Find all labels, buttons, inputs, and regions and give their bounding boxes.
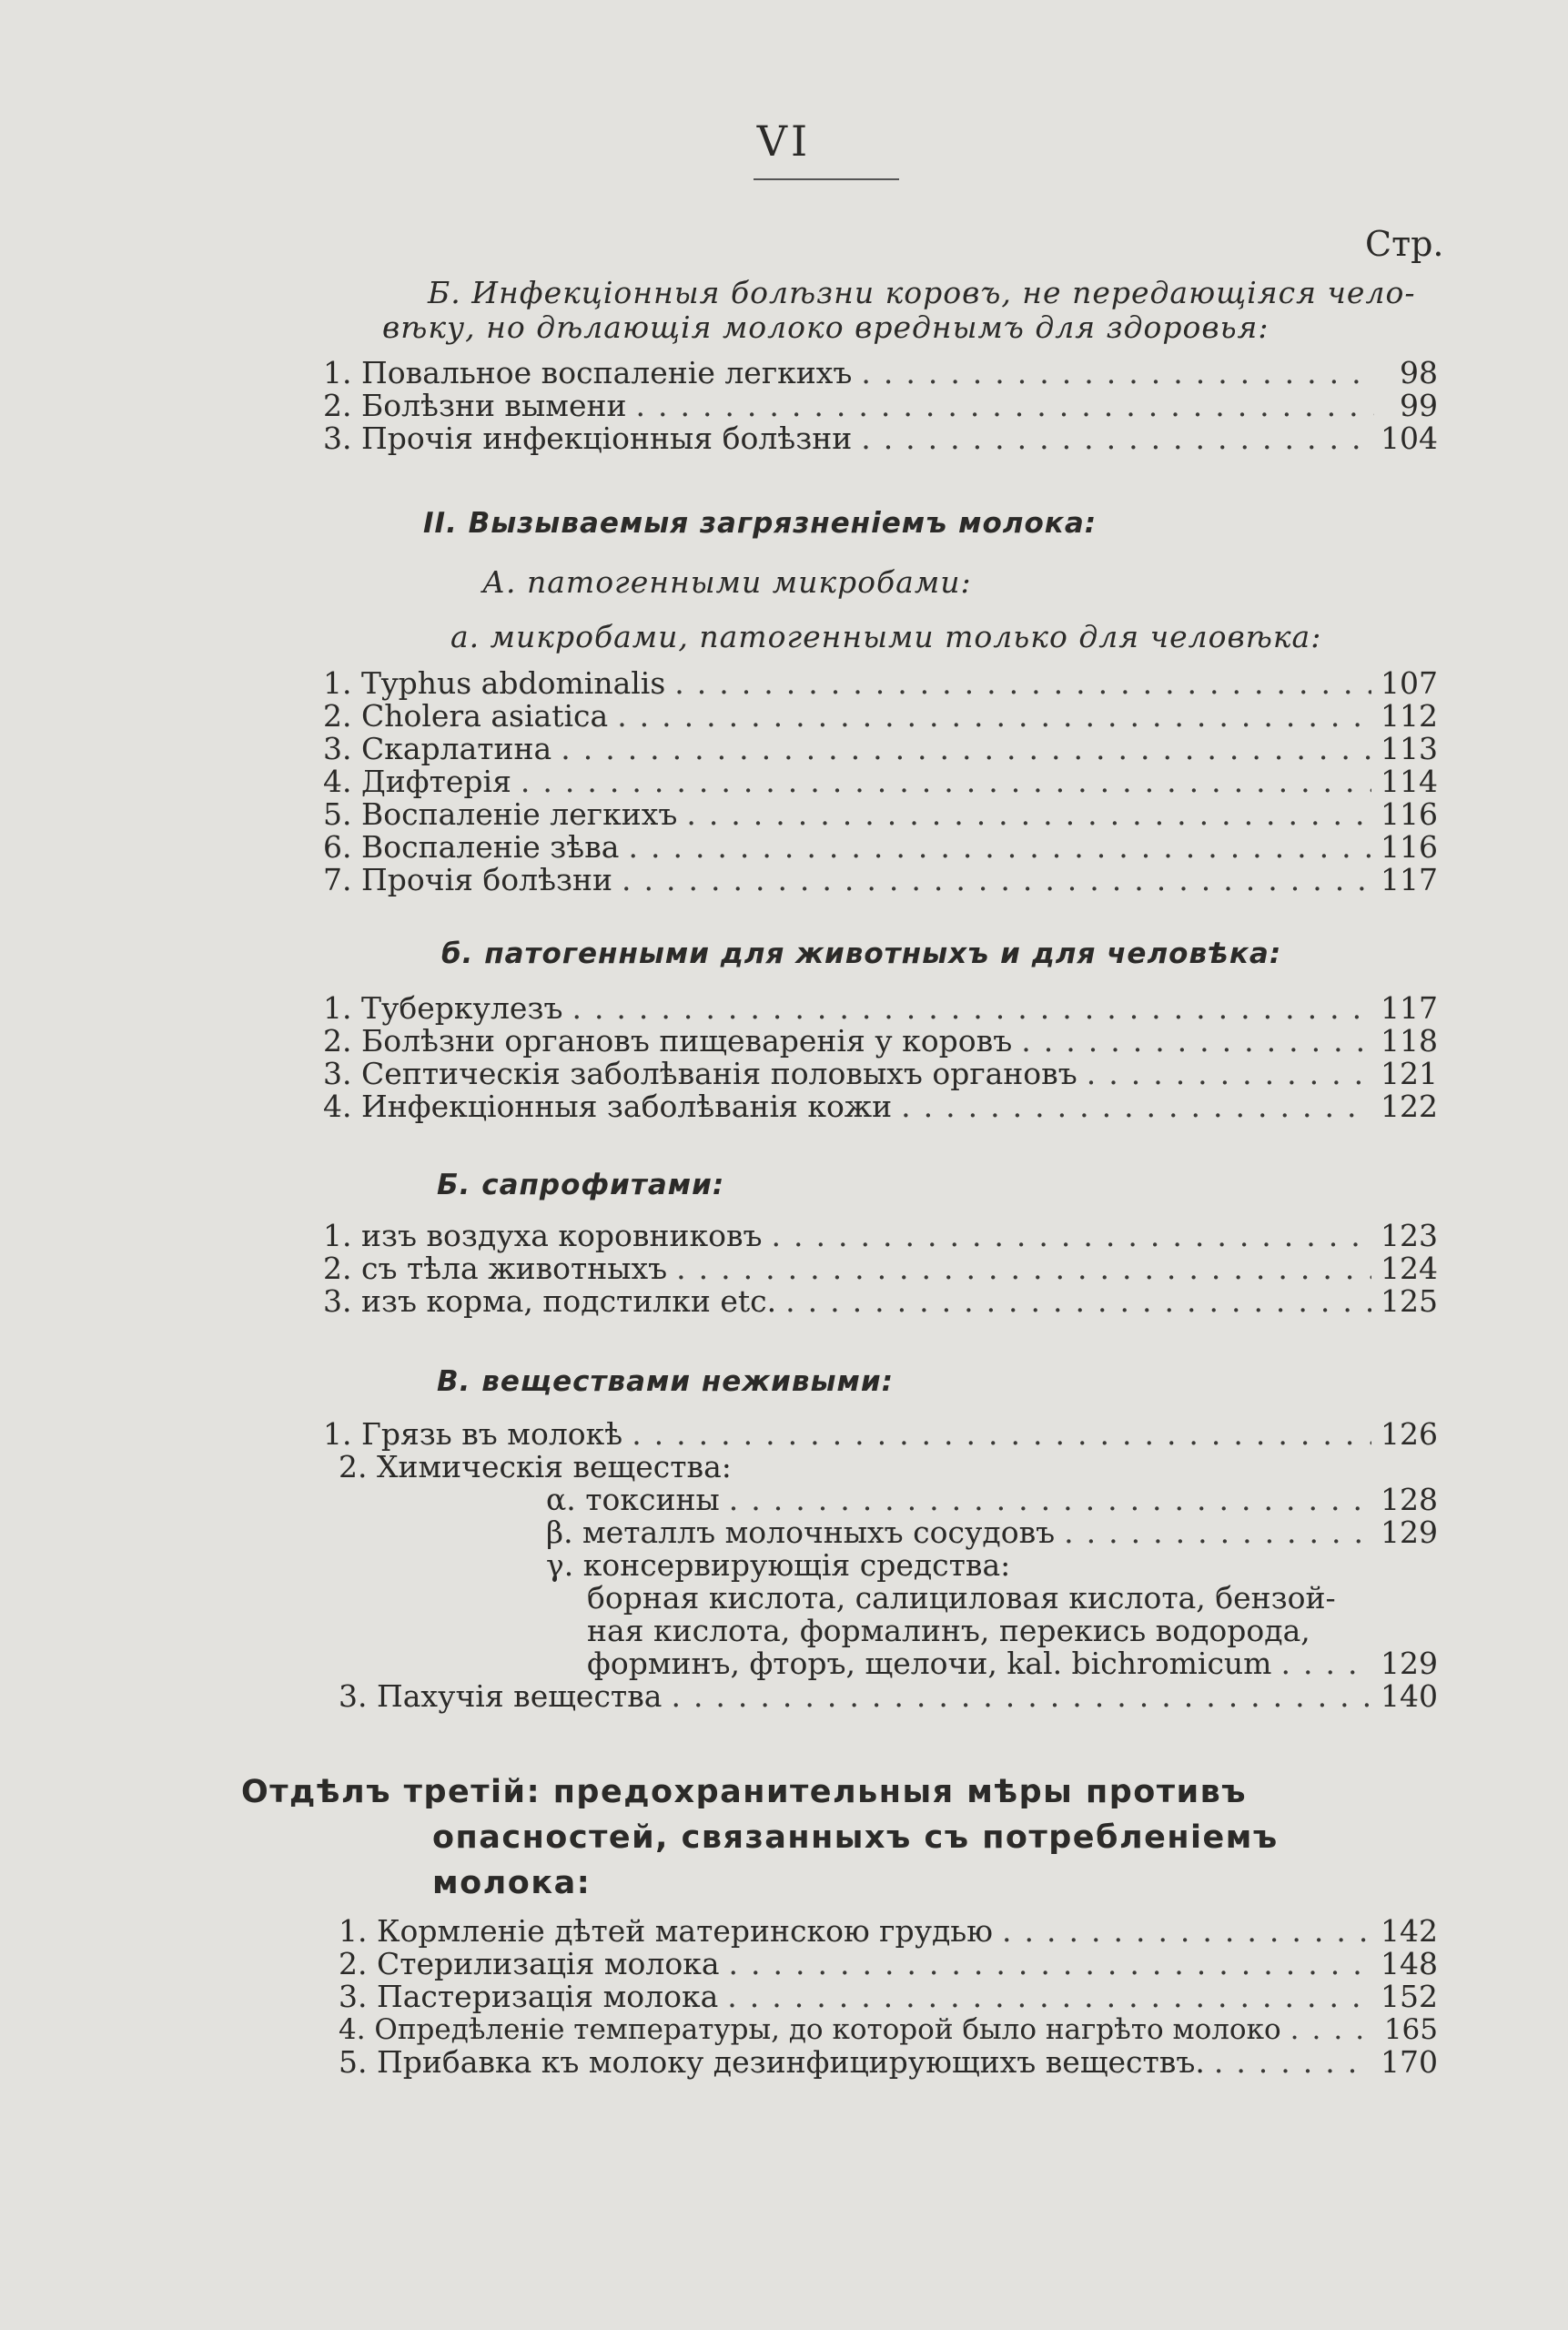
toc-row [323, 798, 1438, 831]
toc-label: 1. изъ воздуха коровниковъ [323, 1218, 763, 1253]
section-bb-header: Б. сапрофитами: [437, 1169, 725, 1201]
toc-page: 129 [1381, 1646, 1438, 1681]
leader-dots [686, 798, 1371, 831]
toc-label: 3. Пахучія вещества [339, 1678, 663, 1714]
toc-page: 114 [1381, 764, 1438, 799]
toc-row [323, 1252, 1438, 1285]
toc-label: β. металлъ молочныхъ сосудовъ [546, 1514, 1056, 1550]
toc-page: 152 [1381, 1979, 1438, 2014]
section-a-header: А. патогенными микробами: [482, 564, 972, 600]
toc-page: 148 [1381, 1946, 1438, 1981]
toc-page: 142 [1381, 1913, 1438, 1949]
toc-row [323, 390, 1438, 422]
toc-page: 124 [1381, 1251, 1438, 1286]
toc-label: 1. Повальное воспаленіе легкихъ [323, 355, 853, 390]
toc-page: 112 [1381, 698, 1438, 734]
toc-label: 2. Cholera asiatica [323, 698, 609, 734]
toc-label: 4. Дифтерія [323, 764, 511, 799]
toc-page: 98 [1400, 355, 1438, 390]
section-b-header-line2: вѣку, но дѣлающія молоко вреднымъ для здоровья: [382, 309, 1270, 345]
toc-label: 6. Воспаленіе зѣва [323, 829, 620, 865]
toc-label: 5. Прибавка къ молоку дезинфицирующихъ веществъ. [339, 2044, 1205, 2080]
leader-dots [861, 422, 1371, 455]
toc-label: 4. Инфекціонныя заболѣванія кожи [323, 1089, 893, 1124]
leader-dots [1280, 1647, 1371, 1680]
toc-label: 5. Воспаленіе легкихъ [323, 796, 678, 832]
toc-page: 165 [1383, 2013, 1438, 2046]
toc-page: 117 [1381, 862, 1438, 897]
toc-row [323, 422, 1438, 455]
toc-row [323, 992, 1438, 1025]
leader-dots [676, 1252, 1371, 1285]
leader-dots [561, 733, 1371, 765]
part-three-title-line1: Отдѣлъ третій: предохранительныя мѣры противъ [241, 1774, 1248, 1810]
toc-row [323, 1220, 1438, 1252]
leader-dots [622, 864, 1371, 897]
toc-label: 3. изъ корма, подстилки etc. [323, 1283, 777, 1319]
toc-page: 118 [1381, 1023, 1438, 1059]
leader-dots [1064, 1516, 1371, 1549]
toc-page: 123 [1381, 1218, 1438, 1253]
toc-row [339, 1680, 1438, 1713]
toc-label: 1. Typhus abdominalis [323, 665, 666, 701]
toc-label: 3. Прочія инфекціонныя болѣзни [323, 420, 853, 456]
leader-dots [727, 1980, 1371, 2013]
toc-label: 2. Стерилизація молока [339, 1946, 720, 1981]
leader-dots [521, 765, 1371, 798]
part-three-title-line2: опасностей, связанныхъ съ потребленіемъ [432, 1819, 1279, 1856]
leader-dots [1087, 1058, 1371, 1090]
toc-row [323, 1418, 1438, 1451]
toc-label: 2. Химическія вещества: [339, 1449, 732, 1484]
leader-dots [617, 700, 1371, 733]
toc-label: 3. Скарлатина [323, 731, 552, 766]
toc-page: 125 [1381, 1283, 1438, 1319]
toc-text-line: борная кислота, салициловая кислота, бензой- [587, 1580, 1336, 1616]
part-three-title-line3: молока: [432, 1865, 592, 1901]
toc-row [323, 733, 1438, 765]
toc-row [546, 1484, 1438, 1516]
page-number: VI [756, 116, 812, 166]
toc-page: 116 [1381, 829, 1438, 865]
toc-label: 3. Пастеризація молока [339, 1979, 719, 2014]
toc-page: 140 [1381, 1678, 1438, 1714]
toc-page: 170 [1381, 2044, 1438, 2080]
toc-page: 113 [1381, 731, 1438, 766]
toc-row [323, 1025, 1438, 1058]
toc-label: 2. Болѣзни вымени [323, 388, 627, 423]
leader-dots [772, 1220, 1371, 1252]
toc-label: 1. Грязь въ молокѣ [323, 1416, 623, 1452]
toc-label: 1. Туберкулезъ [323, 990, 563, 1026]
leader-dots [572, 992, 1371, 1025]
leader-dots [1021, 1025, 1371, 1058]
toc-text-line: ная кислота, формалинъ, перекись водорода, [587, 1613, 1310, 1648]
page-column-label: Стр. [1365, 224, 1444, 264]
leader-dots [671, 1680, 1371, 1713]
toc-page: 121 [1381, 1056, 1438, 1091]
toc-row [339, 2046, 1438, 2079]
toc-row [339, 1980, 1438, 2013]
section-v-header: В. веществами неживыми: [437, 1365, 894, 1398]
toc-page: 128 [1381, 1482, 1438, 1517]
toc-label: 3. Септическія заболѣванія половыхъ органовъ [323, 1056, 1077, 1091]
toc-label: γ. консервирующія средства: [546, 1547, 1011, 1583]
leader-dots [861, 357, 1374, 390]
toc-row [323, 667, 1438, 700]
toc-row [323, 765, 1438, 798]
leader-dots [1290, 2013, 1374, 2046]
toc-row [323, 700, 1438, 733]
toc-row [339, 2013, 1438, 2046]
toc-page: 117 [1381, 990, 1438, 1026]
leader-dots [628, 831, 1371, 864]
toc-row [323, 831, 1438, 864]
leader-dots [729, 1948, 1371, 1980]
toc-page: 107 [1381, 665, 1438, 701]
leader-dots [901, 1090, 1371, 1123]
leader-dots [635, 390, 1374, 422]
toc-page: 116 [1381, 796, 1438, 832]
toc-row [323, 864, 1438, 897]
toc-label: 2. Болѣзни органовъ пищеваренія у коровъ [323, 1023, 1013, 1059]
toc-page: 99 [1400, 388, 1438, 423]
section-ii-header: II. Вызываемыя загрязненіемъ молока: [423, 507, 1098, 540]
toc-label: 7. Прочія болѣзни [323, 862, 613, 897]
header-rule [754, 178, 899, 180]
toc-label: форминъ, фторъ, щелочи, kal. bichromicum [587, 1646, 1272, 1681]
section-a-a-header: а. микробами, патогенными только для человѣка: [450, 619, 1322, 654]
toc-page: 122 [1381, 1089, 1438, 1124]
leader-dots [632, 1418, 1371, 1451]
leader-dots [785, 1285, 1371, 1318]
toc-page: 126 [1381, 1416, 1438, 1452]
toc-row [587, 1647, 1438, 1680]
leader-dots [1214, 2046, 1371, 2079]
toc-row [323, 1285, 1438, 1318]
section-a-b-header: б. патогенными для животныхъ и для человѣка: [441, 937, 1282, 970]
toc-label: α. токсины [546, 1482, 720, 1517]
toc-row [323, 1090, 1438, 1123]
toc-page: 104 [1381, 420, 1438, 456]
leader-dots [729, 1484, 1371, 1516]
toc-row [546, 1516, 1438, 1549]
toc-row [323, 357, 1438, 390]
toc-label: 2. съ тѣла животныхъ [323, 1251, 668, 1286]
section-b-header-line1: Б. Инфекціонныя болѣзни коровъ, не передающіяся чело- [428, 275, 1416, 310]
toc-row [339, 1915, 1438, 1948]
toc-row [339, 1948, 1438, 1980]
toc-row [323, 1058, 1438, 1090]
toc-label: 1. Кормленіе дѣтей материнскою грудью [339, 1913, 994, 1949]
leader-dots [674, 667, 1371, 700]
toc-page: 129 [1381, 1514, 1438, 1550]
leader-dots [1002, 1915, 1371, 1948]
toc-label: 4. Опредѣленіе температуры, до которой было нагрѣто молоко [339, 2013, 1281, 2046]
